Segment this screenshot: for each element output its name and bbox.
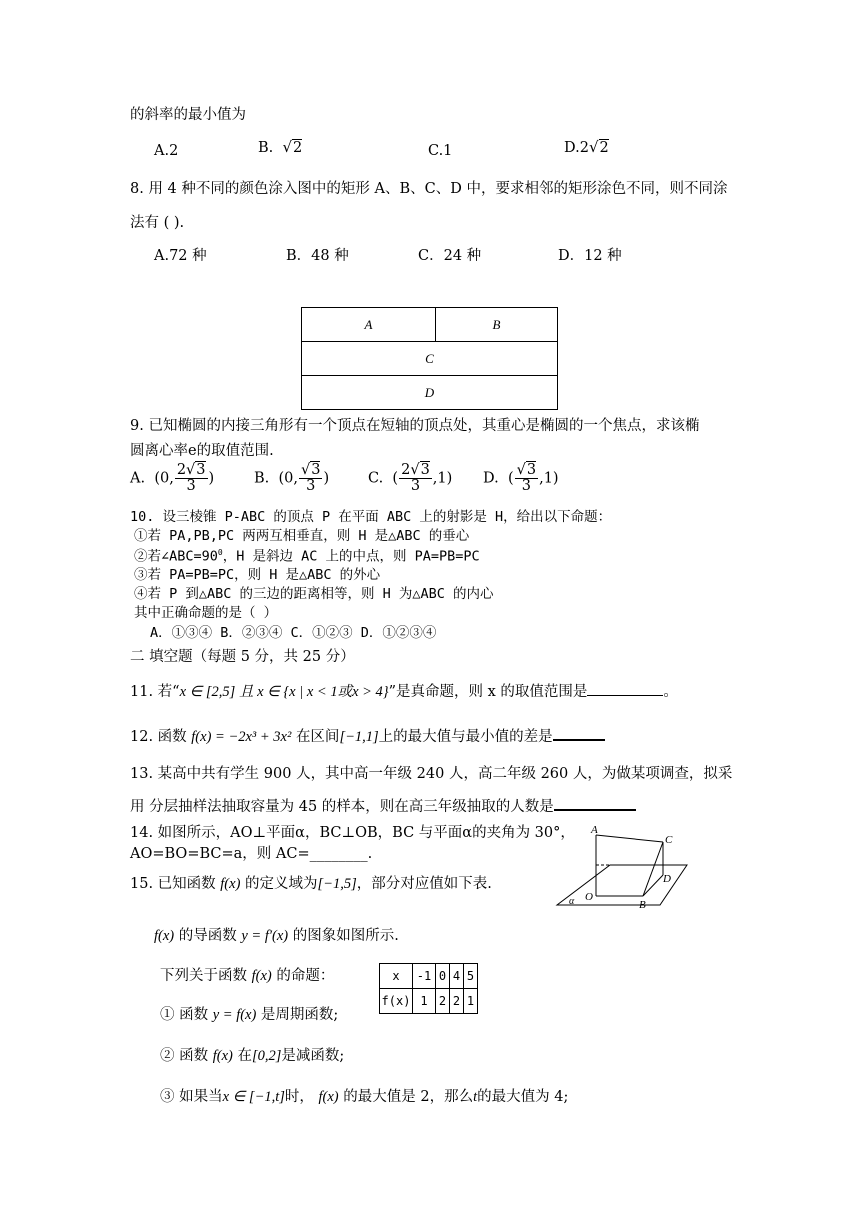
- table-cell: 2: [436, 989, 450, 1014]
- coloring-rectangles-figure: [301, 307, 558, 410]
- fig-label-d: D: [663, 873, 671, 885]
- rect-c: C: [302, 342, 558, 376]
- q15-statement-3: ③ 如果当x ∈ [−1,t]时， f(x) 的最大值是 2，那么t的最大值为 4;: [160, 1089, 569, 1105]
- fig-label-alpha: α: [569, 896, 575, 907]
- q9-stem-line2: 圆离心率e的取值范围.: [130, 443, 274, 459]
- q8-option-d: D．12 种: [558, 248, 622, 264]
- q7-option-c: C.1: [428, 143, 453, 159]
- rect-d: D: [302, 376, 558, 410]
- q9-stem-line1: 9. 已知椭圆的内接三角形有一个顶点在短轴的顶点处，其重心是椭圆的一个焦点，求该椭: [130, 418, 700, 434]
- q15-line1: 15. 已知函数 f(x) 的定义域为[−1,5]，部分对应值如下表.: [130, 876, 492, 892]
- table-cell: 5: [464, 964, 478, 989]
- fig-label-c: C: [665, 834, 673, 846]
- section-fill-in-title: 二 填空题（每题 5 分，共 25 分）: [130, 649, 355, 665]
- table-header-fx: f(x): [380, 989, 413, 1014]
- q10-stem: 10. 设三棱锥 P-ABC 的顶点 P 在平面 ABC 上的射影是 H，给出以下命题：: [130, 509, 612, 525]
- q13-line1: 13. 某高中共有学生 900 人，其中高一年级 240 人，高二年级 260 人，为做某项调查，拟采: [130, 766, 733, 782]
- q7-option-a: A.2: [154, 143, 179, 159]
- table-cell: 2: [450, 989, 464, 1014]
- q13-answer-blank[interactable]: [554, 809, 636, 811]
- q8-stem-line2: 法有 ( ).: [130, 215, 185, 231]
- q7-option-d: D.2√2: [564, 138, 609, 156]
- q12: 12. 函数 f(x) = −2x³ + 3x² 在区间[−1,1]上的最大值与最小值的差是: [130, 730, 605, 745]
- q10-proposition-1: ①若 PA,PB,PC 两两互相垂直，则 H 是△ABC 的垂心: [134, 528, 470, 544]
- fig-label-b: B: [639, 899, 646, 911]
- q10-proposition-2: ②若$\angle ABC=90^0$，H 是斜边 AC 上的中点，则 PA=PB=PC: [134, 548, 480, 565]
- q13-line2: 用 分层抽样法抽取容量为 45 的样本，则在高三年级抽取的人数是: [130, 800, 636, 815]
- q11: 11. 若“x ∈ [2,5] 且 x ∈ {x | x < 1或x > 4}”是真命题，则 x 的取值范围是 。: [130, 684, 678, 700]
- q7-stem-tail: 的斜率的最小值为: [130, 107, 246, 123]
- q15-line3: 下列关于函数 f(x) 的命题：: [160, 968, 335, 984]
- q14-line2: AO=BO=BC=a，则 AC=________.: [130, 846, 373, 862]
- table-cell: 0: [436, 964, 450, 989]
- q9-option-a: A. (0, $\frac{2√3}{3}$ ): [130, 462, 215, 495]
- fig-label-a: A: [591, 824, 598, 836]
- table-header-x: x: [380, 964, 413, 989]
- q15-statement-2: ② 函数 f(x) 在[0,2]是减函数;: [160, 1048, 345, 1064]
- q10-question: 其中正确命题的是（ ）: [134, 605, 278, 621]
- q10-proposition-4: ④若 P 到△ABC 的三边的距离相等，则 H 为△ABC 的内心: [134, 586, 494, 602]
- q14-line1: 14. 如图所示，AO⊥平面α，BC⊥OB，BC 与平面α的夹角为 30°，: [130, 825, 575, 841]
- fig-label-o: O: [585, 891, 593, 903]
- q9-option-b: B. (0, $\frac{√3}{3}$ ): [254, 462, 330, 495]
- q12-answer-blank[interactable]: [553, 739, 605, 741]
- q9-option-c: C. ( $\frac{2√3}{3}$ ,1): [368, 462, 453, 495]
- q8-option-c: C．24 种: [418, 248, 482, 264]
- q15-line2: f(x) 的导函数 y = f′(x) 的图象如图所示.: [154, 928, 399, 944]
- q8-stem-line1: 8. 用 4 种不同的颜色涂入图中的矩形 A、B、C、D 中，要求相邻的矩形涂色不同，则不同涂: [130, 181, 728, 197]
- q15-value-table: [379, 963, 478, 1014]
- q11-answer-blank[interactable]: [587, 695, 663, 696]
- table-cell: 1: [413, 989, 436, 1014]
- table-cell: 4: [450, 964, 464, 989]
- q7-option-b: B. √2: [258, 138, 303, 156]
- q10-proposition-3: ③若 PA=PB=PC，则 H 是△ABC 的外心: [134, 567, 381, 583]
- q8-option-a: A.72 种: [154, 248, 207, 264]
- q9-option-d: D. ( $\frac{√3}{3}$ ,1): [483, 462, 559, 495]
- q10-options: A．①③④ B．②③④ C．①②③ D．①②③④: [150, 625, 437, 641]
- q8-option-b: B．48 种: [286, 248, 349, 264]
- q14-solid-geometry-figure: [555, 822, 695, 912]
- rect-a: A: [302, 308, 436, 342]
- rect-b: B: [436, 308, 558, 342]
- q15-statement-1: ① 函数 y = f(x) 是周期函数;: [160, 1007, 339, 1023]
- table-cell: -1: [413, 964, 436, 989]
- table-cell: 1: [464, 989, 478, 1014]
